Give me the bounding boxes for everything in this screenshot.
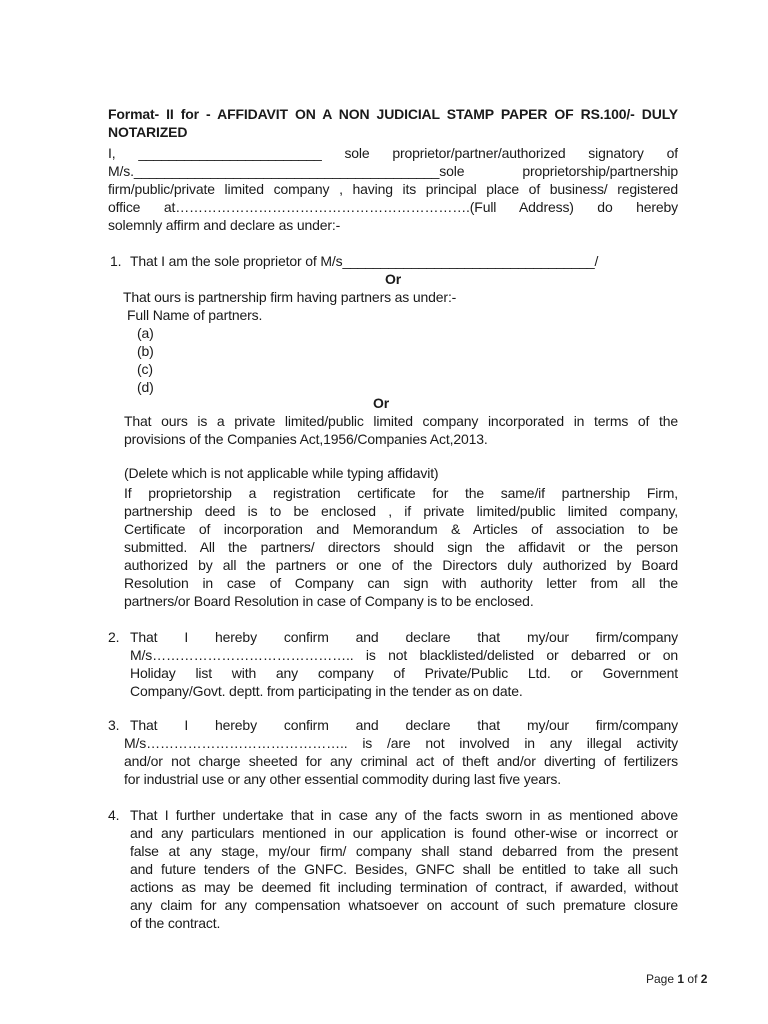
note-line: authorized by all the partners or one of the Directors duly authorized by Board <box>124 557 678 573</box>
item-line: That I hereby confirm and declare that my/our firm/company <box>130 629 678 645</box>
intro-line: I, ________________________ sole proprietor/partner/authorized signatory of <box>108 145 678 161</box>
item-line: That I hereby confirm and declare that my/our firm/company <box>130 717 678 733</box>
item-text: That I am the sole proprietor of M/s_________________________________/ <box>130 253 599 269</box>
page-number <box>646 972 707 986</box>
paragraph-line: Full Name of partners. <box>127 307 263 323</box>
item-line: M/s…………………………………….. is not blacklisted/delisted or debarred or on <box>130 647 678 663</box>
note-line: partners/or Board Resolution in case of Company is to be enclosed. <box>124 593 534 609</box>
title-line: NOTARIZED <box>108 124 188 140</box>
note-line: partnership deed is to be enclosed , if private limited/public limited company, <box>124 503 678 519</box>
item-line: M/s…………………………………….. is /are not involved in any illegal activity <box>124 735 678 751</box>
intro-line: solemnly affirm and declare as under:- <box>108 217 341 233</box>
item-line: and future tenders of the GNFC. Besides, GNFC shall be entitled to take all such <box>130 861 678 877</box>
item-number: 4. <box>108 807 120 823</box>
partner-slot: (c) <box>137 361 153 377</box>
item-line: and any particulars mentioned in our application is found other-wise or incorrect or <box>130 825 678 841</box>
item-number: 3. <box>108 717 120 733</box>
title-line: Format- II for - AFFIDAVIT ON A NON JUDICIAL STAMP PAPER OF RS.100/- DULY <box>108 106 678 122</box>
paragraph-line: provisions of the Companies Act,1956/Companies Act,2013. <box>124 431 488 447</box>
partner-slot: (a) <box>137 325 154 341</box>
item-line: Company/Govt. deptt. from participating in the tender as on date. <box>130 683 523 699</box>
intro-line: M/s.________________________________________sole proprietorship/partnership <box>108 163 678 179</box>
item-line: Holiday list with any company of Private/Public Ltd. or Government <box>130 665 678 681</box>
partner-slot: (d) <box>137 379 154 395</box>
item-line: any claim for any compensation whatsoever on account of such premature closure <box>130 897 678 913</box>
page-label: Page <box>646 972 675 986</box>
note-line: If proprietorship a registration certificate for the same/if partnership Firm, <box>124 485 678 501</box>
of-label: of <box>687 972 698 986</box>
page-total: 2 <box>700 972 708 986</box>
item-number: 2. <box>108 629 120 645</box>
intro-line: office at……………………………………………………….(Full Address) do hereby <box>108 199 678 215</box>
paragraph-line: That ours is partnership firm having partners as under:- <box>123 289 457 305</box>
paragraph-line: That ours is a private limited/public limited company incorporated in terms of the <box>124 413 678 429</box>
item-line: false at any stage, my/our firm/ company shall stand debarred from the present <box>130 843 678 859</box>
partner-slot: (b) <box>137 343 154 359</box>
item-number: 1. <box>110 253 122 269</box>
or-label: Or <box>385 271 402 287</box>
item-line: That I further undertake that in case any of the facts sworn in as mentioned above <box>130 807 678 823</box>
page-current: 1 <box>677 972 685 986</box>
note-line: (Delete which is not applicable while typing affidavit) <box>124 465 439 481</box>
note-line: Certificate of incorporation and Memorandum & Articles of association to be <box>124 521 678 537</box>
note-line: Resolution in case of Company can sign with authority letter from all the <box>124 575 678 591</box>
intro-line: firm/public/private limited company , having its principal place of business/ registered <box>108 181 678 197</box>
item-line: of the contract. <box>130 915 221 931</box>
item-line: actions as may be deemed fit including termination of contract, if awarded, without <box>130 879 678 895</box>
note-line: submitted. All the partners/ directors should sign the affidavit or the person <box>124 539 678 555</box>
or-label: Or <box>373 395 390 411</box>
item-line: and/or not charge sheeted for any criminal act of theft and/or diverting of fertilizers <box>124 753 678 769</box>
item-line: for industrial use or any other essential commodity during last five years. <box>124 771 561 787</box>
